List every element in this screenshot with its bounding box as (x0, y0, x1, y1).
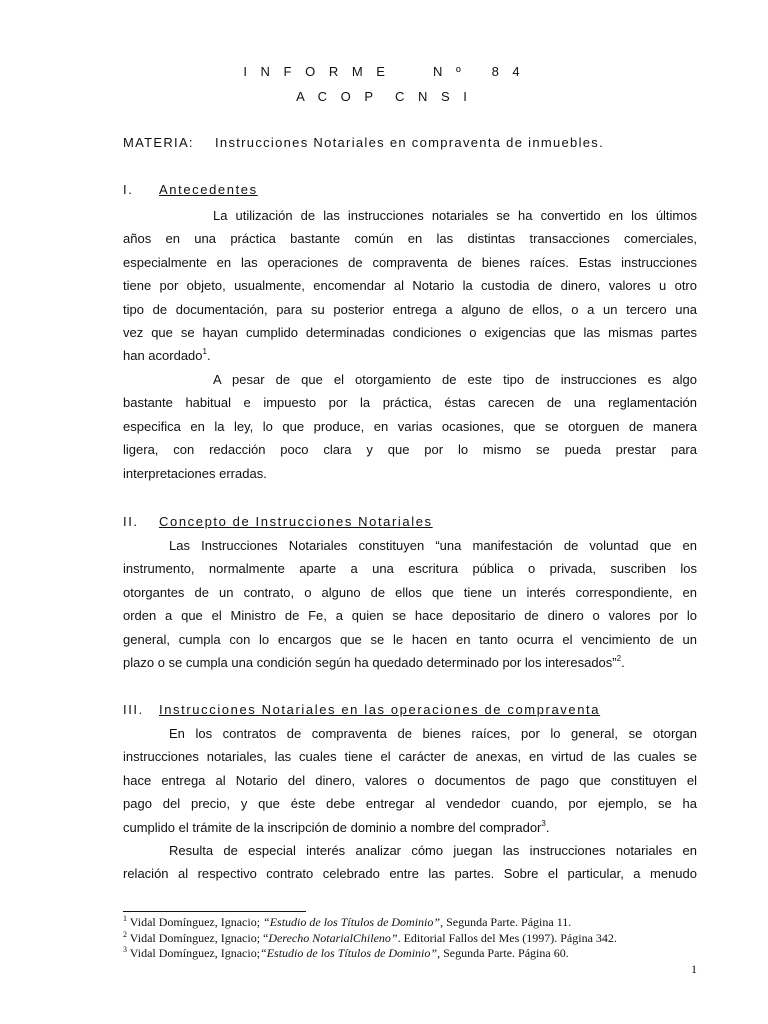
footnote-number: 3 (123, 945, 127, 954)
materia-label: MATERIA: (123, 135, 194, 150)
materia-text: Instrucciones Notariales en compraventa de inmuebles. (215, 135, 605, 150)
footnote-details: , Segunda Parte. Página 11. (440, 915, 572, 929)
footnote-author: Vidal Domínguez, Ignacio; (129, 915, 264, 929)
footnote-number: 1 (123, 914, 127, 923)
section-number: II. (123, 514, 139, 529)
text-line: Resulta de especial interés analizar cómo juegan las instrucciones notariales en (169, 842, 697, 858)
paragraph-antecedentes-2 (123, 368, 697, 485)
report-title: I N F O R M E N º 8 4 (243, 64, 525, 79)
text-line: han acordado (123, 348, 203, 364)
text-line: Las Instrucciones Notariales constituyen “una manifestación de voluntad que en (169, 538, 697, 553)
footnote-work-title: Derecho NotarialChileno” (268, 930, 398, 945)
text-line: hace entrega al Notario del dinero, valores o documentos de pago que constituyen el (123, 772, 697, 788)
footnote-ref: 1 (202, 347, 207, 357)
footnote-ref: 2 (616, 653, 622, 663)
section-title: Antecedentes (159, 182, 258, 197)
section-heading-1 (123, 182, 258, 197)
text-line: especifica en la ley, lo que produce, en varias ocasiones, que se otorguen de manera (123, 418, 697, 434)
materia-line (123, 135, 604, 150)
section-number: I. (123, 182, 134, 197)
section-title: Instrucciones Notariales en las operaciones de compraventa (159, 702, 601, 717)
text-line: tipo de documentación, para su posterior entrega a alguno de ellos, o a un tercero una (123, 301, 697, 317)
footnote-details: . Editorial Fallos del Mes (1997). Página 342. (397, 930, 617, 945)
text-line-wrapper: cumplido el trámite de la inscripción de dominio a nombre del comprador$^3$. (123, 818, 550, 835)
text-line: instrumento, normalmente aparte a una escritura pública o privada, suscriben los (123, 561, 697, 577)
footnote-work-title: “Estudio de los Títulos de Dominio” (260, 946, 438, 960)
section-heading-3 (123, 702, 600, 717)
text-line: La utilización de las instrucciones notariales se ha convertido en los últimos (213, 208, 697, 223)
paragraph-compraventa (123, 722, 697, 886)
text-line-wrapper: plazo o se cumpla una condición según ha quedado determinado por los interesados”$^2$. (123, 653, 625, 670)
text-line: A pesar de que el otorgamiento de este tipo de instrucciones es algo (213, 372, 697, 387)
footnote-details: , Segunda Parte. Página 60. (437, 946, 569, 960)
text-line: instrucciones notariales, las cuales tiene el carácter de anexas, en virtud de las cuales se (123, 749, 697, 765)
footnote-author: Vidal Domínguez, Ignacio; “ (129, 930, 269, 945)
text-line: orden a que el Ministro de Fe, a quien se hace depositario de dinero o valores por lo (123, 608, 697, 624)
footnote-number: 2 (123, 929, 127, 939)
text-line: pago del precio, y que éste debe entregar al vendedor cuando, por ejemplo, se ha (123, 796, 697, 812)
text-line: plazo o se cumpla una condición según ha quedado determinado por los interesados” (123, 654, 617, 670)
text-line-wrapper: han acordado$^1$. (123, 347, 211, 364)
report-subtitle: A C O P C N S I (296, 89, 472, 104)
footnotes (123, 915, 617, 962)
text-line: vez que se hayan cumplido determinadas condiciones o exigencias que las mismas partes (123, 324, 697, 340)
text-line: relación al respectivo contrato celebrado entre las partes. Sobre el particular, a menudo (123, 866, 697, 882)
text-line: interpretaciones erradas. (123, 465, 267, 481)
footnote-work-title: “Estudio de los Títulos de Dominio” (263, 915, 441, 929)
footnote-author: Vidal Domínguez, Ignacio; (129, 946, 261, 960)
footnote-ref: 3 (541, 818, 546, 828)
text-line: años en una práctica bastante común en las distintas transacciones comerciales, (123, 231, 697, 247)
text-line: general, cumpla con lo encargos que se le hacen en tanto ocurra el vencimiento de un (123, 631, 697, 647)
footnote-1 (123, 915, 617, 931)
section-title: Concepto de Instrucciones Notariales (159, 514, 433, 529)
text-line: ligera, con redacción poco clara y que por lo mismo se pueda prestar para (123, 442, 697, 458)
paragraph-antecedentes-1 (123, 204, 697, 368)
page-number: 1 (691, 962, 697, 976)
section-number: III. (123, 702, 144, 717)
footnote-divider (123, 911, 306, 912)
section-heading-2 (123, 514, 433, 529)
text-line: bastante habitual e impuesto por la práctica, éstas carecen de una reglamentación (123, 395, 697, 411)
footnote-3 (123, 946, 617, 962)
text-line: En los contratos de compraventa de bienes raíces, por lo general, se otorgan (169, 726, 697, 741)
text-line: tiene por objeto, usualmente, encomendar al Notario la custodia de dinero, valores u otro (123, 278, 697, 294)
text-line: otorgantes de un contrato, o alguno de ellos que tiene un interés correspondiente, en (123, 584, 697, 600)
paragraph-concepto (123, 534, 697, 674)
text-line: cumplido el trámite de la inscripción de dominio a nombre del comprador (123, 819, 542, 835)
footnote-2 (123, 931, 617, 947)
text-line: especialmente en las operaciones de compraventa de bienes raíces. Estas instrucciones (123, 254, 697, 270)
